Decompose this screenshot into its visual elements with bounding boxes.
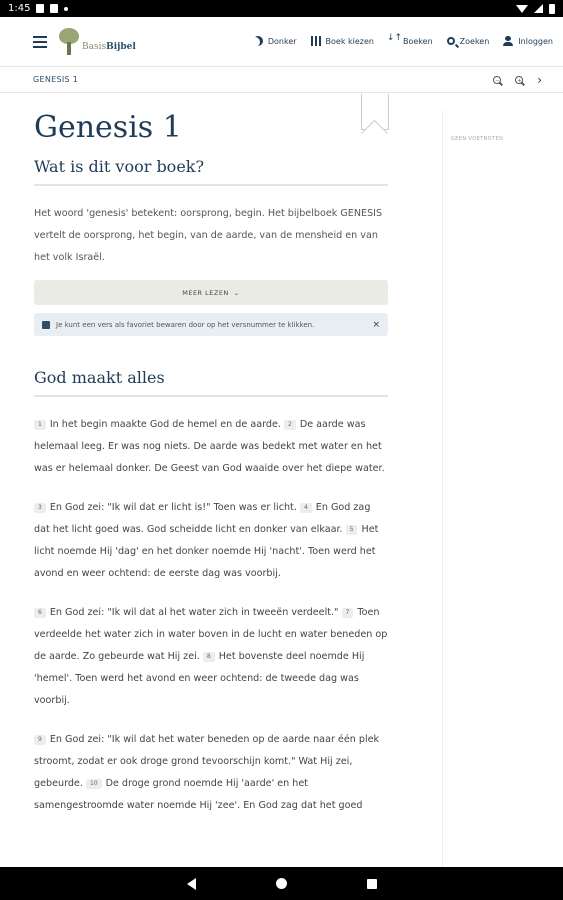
notification-dot-icon [64,7,68,11]
recent-apps-icon[interactable] [367,879,377,889]
verse[interactable]: 9 En God zei: "Ik wil dat het water beneden op de aarde naar één plek stroomt, zodat er ook droge grond tevoorschijn komt." Wat Hij zei, gebeurde. [34,734,380,789]
logo-text: BasisBijbel [82,42,136,52]
sd-card-icon [36,4,44,13]
favorite-tip-banner [34,313,388,336]
battery-icon [549,4,555,14]
home-icon[interactable] [276,878,287,889]
section-heading: God maakt alles [34,368,388,397]
intro-heading: Wat is dit voor boek? [34,157,388,186]
verse[interactable]: 7 Toen verdeelde het water zich in water boven in de lucht en water beneden op de aarde. Zo gebeurde wat Hij zei. [34,607,388,662]
verse-number[interactable]: 9 [34,735,46,745]
verse-number[interactable]: 6 [34,608,46,618]
bookmark-info-icon [42,321,50,329]
verse-paragraph [34,414,388,480]
top-nav [253,36,553,46]
verse-number[interactable]: 3 [34,503,46,513]
choose-book-button[interactable]: Boek kiezen [311,36,374,46]
verse-number[interactable]: 1 [34,420,46,430]
verse-paragraph [34,729,388,817]
breadcrumb-bar [0,66,563,93]
signal-icon [534,4,543,13]
search-button[interactable]: Zoeken [447,37,490,46]
system-nav-bar [0,867,563,900]
read-more-button[interactable]: MEER LEZEN ⌄ [34,280,388,305]
verse-number[interactable]: 10 [86,779,102,789]
moon-icon [253,36,263,46]
search-icon [447,37,455,45]
intro-text: Het woord 'genesis' betekent: oorsprong, begin. Het bijbelboek GENESIS vertelt de oorsprong, het begin, van de aarde, van de mensheid en van het volk Israël. [34,208,383,263]
favorite-tip-text: Je kunt een vers als favoriet bewaren door op het versnummer te klikken. [56,320,315,329]
status-bar [0,0,563,17]
verse[interactable]: 2 De aarde was helemaal leeg. Er was nog niets. De aarde was bedekt met water en het was er helemaal donker. De Geest van God waaide over het diepe water. [34,419,385,474]
verse-paragraph [34,602,388,712]
verse-paragraph [34,497,388,585]
books-icon [311,36,321,46]
menu-icon[interactable] [33,36,47,47]
chevron-down-icon: ⌄ [233,288,240,297]
verse[interactable]: 1 In het begin maakte God de hemel en de aarde. [34,419,281,430]
app-header [0,17,563,65]
footnotes-sidebar [442,110,563,867]
close-icon[interactable]: × [372,319,380,330]
verse[interactable]: 10 De droge grond noemde Hij 'aarde' en het samengestroomde water noemde Hij 'zee'. En God zag dat het goed [34,778,363,811]
clock: 1:45 [8,3,31,14]
zoom-in-icon[interactable]: + [517,77,522,84]
books-button[interactable]: ↓↑ Boeken [388,36,433,46]
dark-mode-button[interactable]: Donker [253,36,297,46]
login-button[interactable]: Inloggen [503,36,553,46]
verse-number[interactable]: 8 [203,652,215,662]
verse-number[interactable]: 4 [300,503,312,513]
verse[interactable]: 3 En God zei: "Ik wil dat er licht is!" Toen was er licht. [34,502,297,513]
verse[interactable]: 4 En God zag dat het licht goed was. God scheidde licht en donker van elkaar. [34,502,371,535]
verse-number[interactable]: 7 [342,608,354,618]
chapter-content [34,93,388,817]
wifi-icon [516,5,528,13]
sort-icon [388,36,398,46]
verse-number[interactable]: 5 [346,525,358,535]
page-title: Genesis 1 [34,110,182,145]
zoom-out-icon[interactable]: − [495,77,500,84]
next-chapter-icon[interactable]: › [537,72,542,87]
verse[interactable]: 5 Het licht noemde Hij 'dag' en het donker noemde Hij 'nacht'. Toen werd het avond en weer ochtend: de eerste dag was voorbij. [34,524,379,579]
tree-logo-icon [57,28,81,56]
verse-number[interactable]: 2 [284,420,296,430]
sd-card-icon-2 [50,4,58,13]
verse[interactable]: 6 En God zei: "Ik wil dat al het water zich in tweeën verdeelt." [34,607,338,618]
breadcrumb[interactable]: GENESIS 1 [33,75,79,84]
back-icon[interactable] [187,878,196,890]
verse[interactable]: 8 Het bovenste deel noemde Hij 'hemel'. Toen werd het avond en weer ochtend: de tweede dag was voorbij. [34,651,365,706]
user-icon [503,36,513,46]
footnotes-label: GEEN VOETNOTEN [451,136,504,142]
logo[interactable] [57,26,136,56]
